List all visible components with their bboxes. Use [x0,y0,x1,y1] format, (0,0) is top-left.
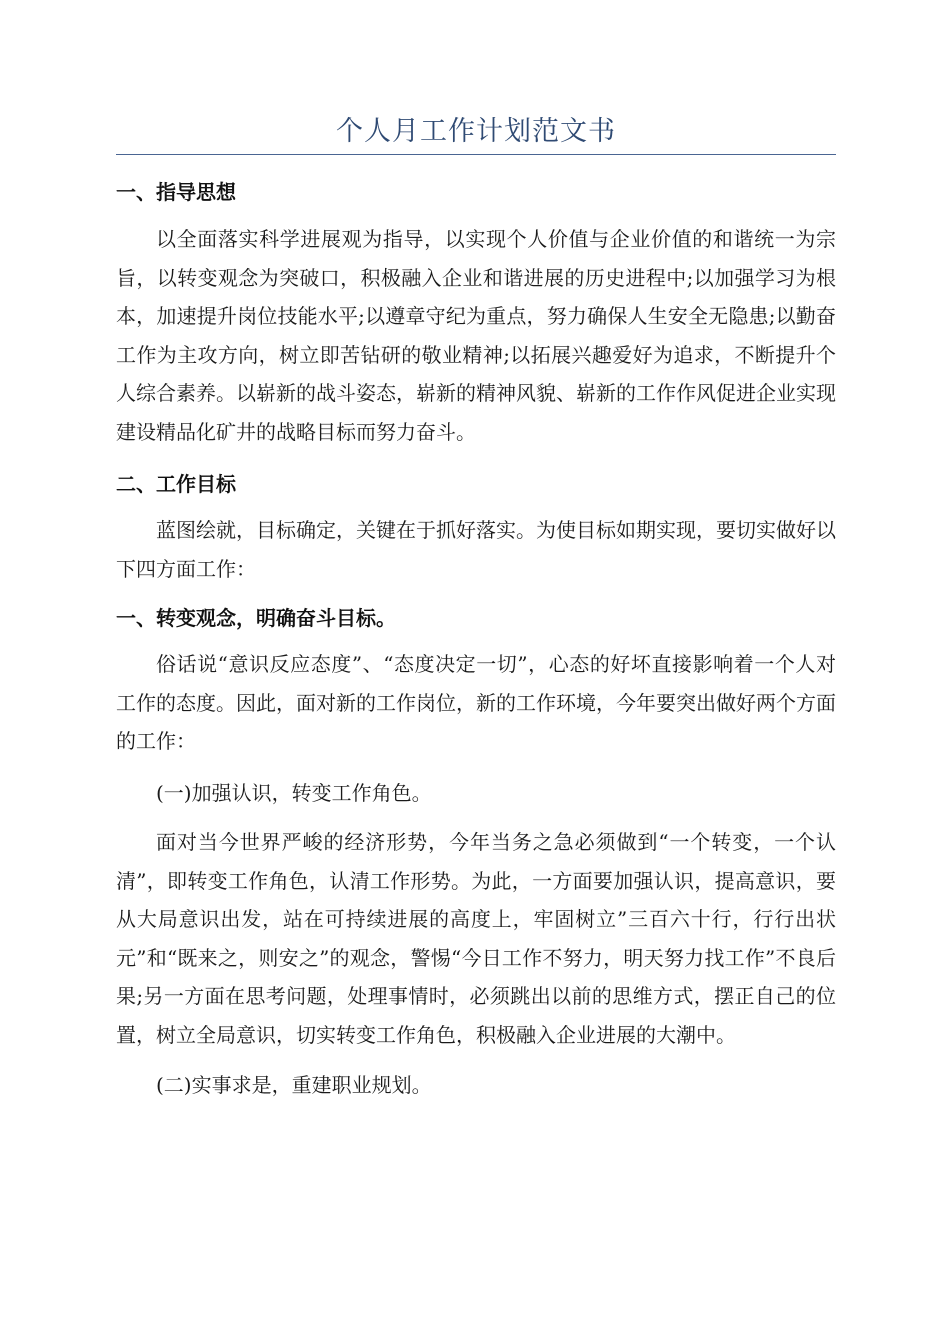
paragraph-strengthen-awareness: 面对当今世界严峻的经济形势，今年当务之急必须做到“一个转变，一个认清”，即转变工作角色，认清工作形势。为此，一方面要加强认识，提高意识，要从大局意识出发，站在可持续进展的高度上，牢固树立”三百六十行，行行出状元”和“既来之，则安之”的观念，警惕“今日工作不努力，明天努力找工作”不良后果;另一方面在思考问题，处理事情时，必须跳出以前的思维方式，摆正自己的位置，树立全局意识，切实转变工作角色，积极融入企业进展的大潮中。 [116,830,836,1047]
document-title: 个人月工作计划范文书 [336,116,616,147]
section-heading-change-mindset: 一、转变观念，明确奋斗目标。 [116,606,396,630]
section-paragraph-change-mindset: 俗话说“意识反应态度”、“态度决定一切”，心态的好坏直接影响着一个人对工作的态度。因此，面对新的工作岗位，新的工作环境，今年要突出做好两个方面的工作： [116,652,836,753]
section-heading-guiding-ideology: 一、指导思想 [116,180,236,204]
section-heading-work-goals: 二、工作目标 [116,472,236,496]
section-paragraph-guiding-ideology: 以全面落实科学进展观为指导，以实现个人价值与企业价值的和谐统一为宗旨，以转变观念为突破口，积极融入企业和谐进展的历史进程中;以加强学习为根本，加速提升岗位技能水平;以遵章守纪为重点，努力确保人生安全无隐患;以勤奋工作为主攻方向，树立即苦钻研的敬业精神;以拓展兴趣爱好为追求，不断提升个人综合素养。以崭新的战斗姿态，崭新的精神风貌、崭新的工作作风促进企业实现建设精品化矿井的战略目标而努力奋斗。 [116,227,836,444]
section-paragraph-work-goals: 蓝图绘就，目标确定，关键在于抓好落实。为使目标如期实现，要切实做好以下四方面工作： [116,518,836,581]
title-underline [116,154,836,155]
document-page [116,112,836,1105]
subheading-strengthen-awareness: (一)加强认识，转变工作角色。 [156,780,432,805]
subheading-career-planning: (二)实事求是，重建职业规划。 [156,1073,432,1097]
